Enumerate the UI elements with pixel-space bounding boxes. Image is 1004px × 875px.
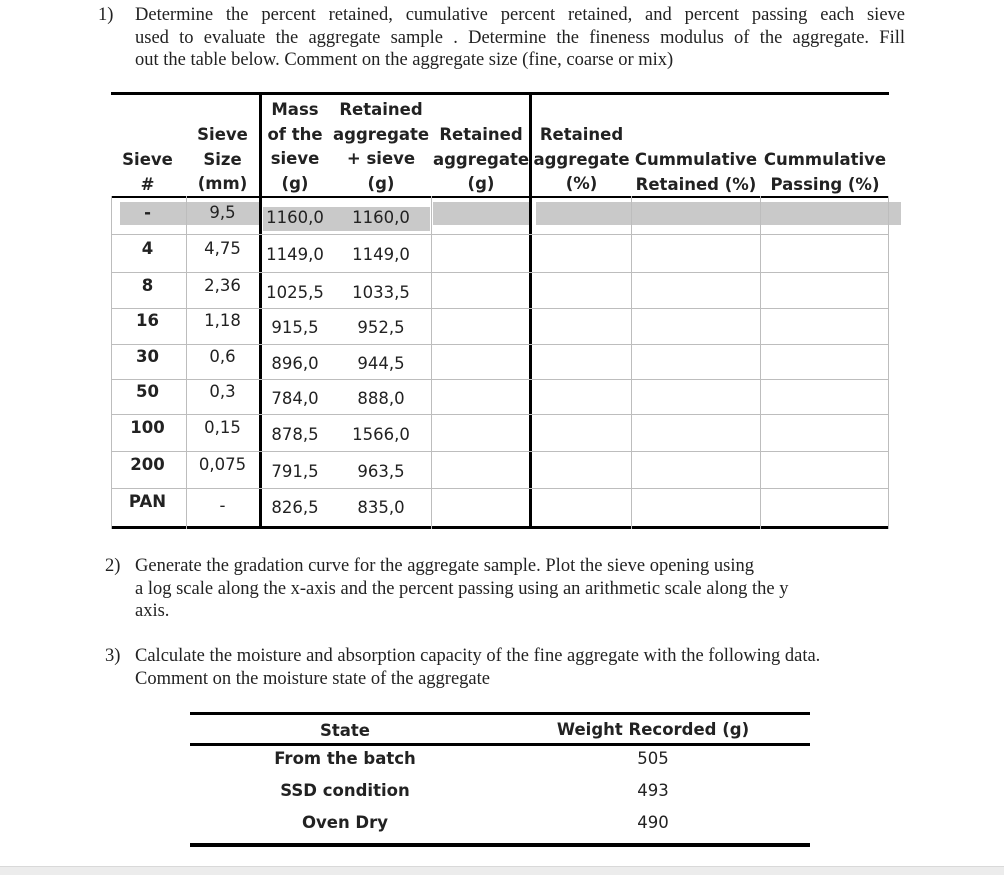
cell-mass-total: 1566,0 — [352, 425, 410, 444]
question-3 — [105, 645, 895, 693]
cell-sieve-size: 0,6 — [209, 347, 236, 366]
table-top-rule — [190, 712, 810, 715]
question-3-line: Calculate the moisture and absorption capacity of the fine aggregate with the following data. — [135, 646, 821, 666]
header-cumulative-passing: Cummulative Passing (%) — [763, 150, 887, 194]
column-divider — [631, 196, 632, 529]
header-sieve-size: Sieve Size (mm) — [197, 125, 248, 193]
question-2-line: Generate the gradation curve for the aggregate sample. Plot the sieve opening using — [135, 556, 755, 576]
cell-sieve-size: 4,75 — [204, 239, 241, 258]
header-rule — [190, 743, 810, 746]
question-2-number: 2) — [105, 556, 121, 576]
cell-state: Oven Dry — [301, 813, 389, 832]
cell-mass-total: 835,0 — [357, 498, 405, 517]
question-1 — [98, 4, 905, 74]
cell-sieve-number: - — [144, 203, 151, 222]
header-weight-recorded: Weight Recorded (g) — [556, 720, 750, 739]
cell-mass-sieve: 826,5 — [271, 498, 319, 517]
header-retained-plus-sieve: Retained aggregate + sieve (g) — [333, 100, 430, 193]
cell-sieve-size: 0,075 — [198, 455, 247, 474]
highlight-row — [536, 202, 901, 225]
cell-mass-sieve: 784,0 — [271, 389, 319, 408]
row-divider — [111, 451, 889, 452]
cell-weight: 490 — [637, 813, 669, 832]
question-1-line: out the table below. Comment on the aggregate size (fine, coarse or mix) — [135, 50, 674, 70]
cell-sieve-size: 1,18 — [204, 311, 241, 330]
cell-sieve-size: 0,3 — [209, 382, 236, 401]
cell-mass-total: 1033,5 — [352, 283, 410, 302]
column-divider — [888, 196, 889, 529]
cell-mass-sieve: 915,5 — [271, 318, 319, 337]
cell-mass-sieve: 1160,0 — [266, 208, 324, 227]
table-top-rule — [111, 92, 889, 95]
cell-mass-total: 1149,0 — [352, 245, 410, 264]
question-1-line: Determine the percent retained, cumulative percent retained, and percent passing each sieve — [135, 5, 905, 25]
cell-mass-sieve: 791,5 — [271, 462, 319, 481]
question-3-line: Comment on the moisture state of the aggregate — [135, 668, 490, 689]
cell-mass-total: 952,5 — [357, 318, 405, 337]
row-divider — [111, 488, 889, 489]
sieve-analysis-table — [111, 92, 889, 529]
cell-sieve-number: 30 — [136, 347, 159, 366]
question-3-number: 3) — [105, 646, 121, 666]
cell-sieve-size: 0,15 — [204, 418, 241, 437]
question-2-line: axis. — [135, 601, 170, 621]
row-divider — [111, 344, 889, 345]
question-1-line: used to evaluate the aggregate sample . Determine the fineness modulus of the aggregate. Fill — [135, 27, 905, 48]
header-sieve-number: Sieve # — [122, 150, 173, 194]
row-divider — [111, 272, 889, 273]
header-cumulative-retained: Cummulative Retained (%) — [634, 150, 758, 194]
cell-sieve-number: 50 — [136, 382, 159, 401]
cell-state: From the batch — [274, 749, 416, 768]
cell-mass-sieve: 896,0 — [271, 354, 319, 373]
question-1-number: 1) — [98, 5, 114, 25]
cell-weight: 505 — [637, 749, 669, 768]
cell-weight: 493 — [637, 781, 669, 800]
cell-mass-sieve: 1025,5 — [266, 283, 324, 302]
cell-mass-total: 963,5 — [357, 462, 405, 481]
cell-mass-sieve: 1149,0 — [266, 245, 324, 264]
row-divider — [111, 308, 889, 309]
cell-sieve-number: 4 — [141, 239, 154, 258]
cell-state: SSD condition — [280, 781, 410, 800]
cell-mass-total: 1160,0 — [352, 208, 410, 227]
question-2-line: a log scale along the x-axis and the percent passing using an arithmetic scale along the y — [135, 578, 789, 599]
cell-sieve-number: 8 — [141, 276, 154, 295]
column-divider — [431, 196, 432, 529]
cell-sieve-number: 200 — [130, 455, 165, 474]
cell-sieve-number: PAN — [128, 492, 167, 511]
cell-sieve-number: 100 — [130, 418, 165, 437]
cell-mass-total: 888,0 — [357, 389, 405, 408]
row-divider — [111, 234, 889, 235]
table-bottom-rule — [111, 526, 889, 529]
column-divider — [760, 196, 761, 529]
moisture-data-table — [190, 712, 810, 848]
highlight-row — [433, 202, 530, 225]
header-retained-grams: Retained aggregate (g) — [432, 125, 530, 193]
table-bottom-rule — [190, 843, 810, 847]
cell-sieve-number: 16 — [136, 311, 159, 330]
header-retained-percent: Retained aggregate (%) — [533, 125, 630, 193]
row-divider — [111, 414, 889, 415]
question-2 — [105, 555, 885, 625]
cell-sieve-size: - — [219, 496, 226, 515]
header-state: State — [320, 721, 370, 740]
cell-sieve-size: 2,36 — [204, 276, 241, 295]
cell-mass-total: 944,5 — [357, 354, 405, 373]
cell-sieve-size: 9,5 — [209, 203, 236, 222]
cell-mass-sieve: 878,5 — [271, 425, 319, 444]
header-mass-sieve: Mass of the sieve (g) — [267, 100, 323, 193]
row-divider — [111, 379, 889, 380]
